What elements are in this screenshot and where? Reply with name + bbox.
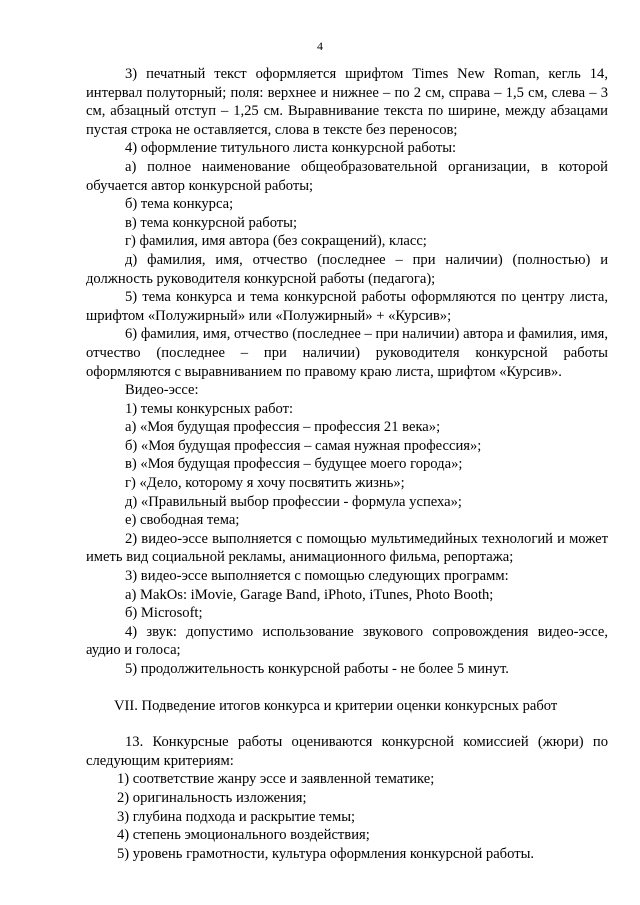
list-item-topic-c: в) «Моя будущая профессия – будущее моего города»; [125, 456, 463, 473]
criteria-item: 1) соответствие жанру эссе и заявленной тематике; [117, 771, 435, 788]
paragraph-video-programs: 3) видео-эссе выполняется с помощью следующих программ: [125, 568, 509, 585]
paragraph-video-topics: 1) темы конкурсных работ: [125, 400, 294, 417]
spacer [86, 679, 608, 697]
paragraph-video-technology: 2) видео-эссе выполняется с помощью мультимедийных технологий и может иметь вид социальной рекламы, анимационного фильма, репортажа; [86, 530, 608, 566]
paragraph-supervisor-name: д) фамилия, имя, отчество (последнее – при наличии) (полностью) и должность руководителя конкурсной работы (педагога); [86, 251, 608, 287]
page-number: 4 [317, 39, 323, 53]
list-item-topic-f: е) свободная тема; [125, 512, 240, 529]
list-item-topic-e: д) «Правильный выбор профессии - формула успеха»; [125, 493, 462, 510]
criteria-item: 5) уровень грамотности, культура оформления конкурсной работы. [117, 845, 535, 862]
paragraph-criteria-intro: 13. Конкурсные работы оцениваются конкурсной комиссией (жюри) по следующим критериям: [86, 734, 608, 769]
paragraph-video-essay-label: Видео-эссе: [125, 382, 199, 399]
list-item-topic-a: а) «Моя будущая профессия – профессия 21 века»; [125, 419, 441, 436]
paragraph-contest-topic: б) тема конкурса; [125, 196, 234, 213]
paragraph-sound: 4) звук: допустимо использование звукового сопровождения видео-эссе, аудио и голоса; [86, 623, 608, 659]
list-item-topic-b: б) «Моя будущая профессия – самая нужная профессия»; [125, 437, 482, 454]
spacer [86, 715, 608, 733]
criteria-item: 3) глубина подхода и раскрытие темы; [117, 808, 356, 825]
paragraph-duration: 5) продолжительность конкурсной работы - не более 5 минут. [125, 661, 509, 677]
section-heading: VII. Подведение итогов конкурса и критерии оценки конкурсных работ [114, 697, 558, 714]
list-item-topic-d: г) «Дело, которому я хочу посвятить жизнь»; [125, 475, 405, 492]
list-item-program-macos: а) MakOs: iMovie, Garage Band, iPhoto, iTunes, Photo Booth; [125, 586, 494, 603]
paragraph-author-name: г) фамилия, имя автора (без сокращений), класс; [125, 233, 427, 250]
paragraph-organization-name: а) полное наименование общеобразовательной организации, в которой обучается автор конкурсной работы; [86, 158, 608, 194]
paragraph-work-topic: в) тема конкурсной работы; [125, 214, 298, 231]
criteria-item: 2) оригинальность изложения; [117, 789, 307, 806]
criteria-item: 4) степень эмоционального воздействия; [117, 827, 370, 844]
list-item-program-microsoft: б) Microsoft; [125, 605, 203, 622]
document-body [86, 65, 608, 863]
paragraph-title-page: 4) оформление титульного листа конкурсной работы: [125, 140, 457, 157]
paragraph-names-formatting: 6) фамилия, имя, отчество (последнее – при наличии) автора и фамилия, имя, отчество (последнее – при наличии) руководителя конкурсной работы оформляются с выравниванием по правому краю листа, шрифтом «Курсив». [86, 326, 608, 380]
paragraph-topic-formatting: 5) тема конкурса и тема конкурсной работы оформляются по центру листа, шрифтом «Полужирный» или «Полужирный» + «Курсив»; [86, 289, 608, 324]
paragraph-font-requirements: 3) печатный текст оформляется шрифтом Times New Roman, кегль 14, интервал полуторный; поля: верхнее и нижнее – по 2 см, справа – 1,5 см, слева – 3 см, абзацный отступ – 1,25 см. Выравнивание текста по ширине, между абзацами пустая строка не оставляется, слова в тексте без переносов; [86, 66, 608, 138]
